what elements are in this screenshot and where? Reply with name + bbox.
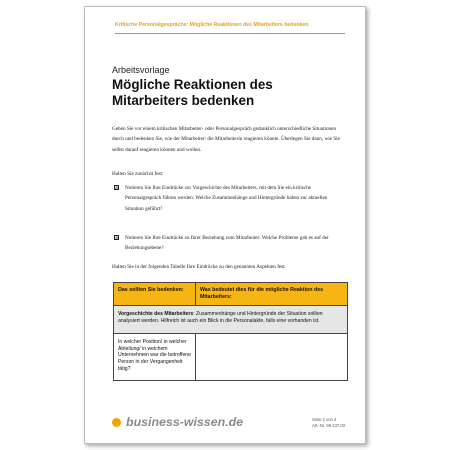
checkbox-checked-icon[interactable]: ☒ [115,235,120,240]
intro-paragraph: Gehen Sie vor einem kritischen Mitarbeiter- oder Personalgespräch gedanklich unterschiedliche Situationen durch und bedenken Sie, wie der Mitarbeiter/ die Mitarbeiterin reagieren könnte. Überlegen Sie dann, wie Sie selbst darauf reagieren können und wollen. [112,126,340,153]
document-type-label: Arbeitsvorlage [112,65,170,75]
table-header-cell: Das sollten Sie bedenken: [114,283,196,305]
section-description: : Zusammenhänge und Hintergründe der Situation sollten analysiert werden. Hilfreich ist auch ein Blick in die Personalakte, falls eine vorhanden ist. [118,311,323,324]
brand-logo-dot-icon [112,418,121,427]
table-cell-question: In welcher Position/ in welcher Abteilung/ in welchem Unternehmen war die betroffene Person in der Vergangenheit tätig? [114,334,196,380]
running-header: Kritische Personalgespräche: Mögliche Reaktionen des Mitarbeiters bedenken [115,22,309,28]
section-label: Vorgeschichte des Mitarbeiters [118,311,194,317]
reflection-table [113,282,348,381]
table-section-row [114,306,347,334]
document-title: Mögliche Reaktionen des Mitarbeiters bedenken [112,77,273,108]
article-number: Art.-Nr. 99.137.03 [311,423,345,429]
table-header-row [114,283,347,306]
header-divider [115,33,345,34]
document-page [84,6,366,444]
footer-meta [312,417,345,430]
brand-logo: business-wissen.de [126,415,244,429]
table-row [114,334,347,380]
checkbox-checked-icon[interactable]: ☒ [115,185,120,190]
page-number: Seite 1 von 4 [311,417,337,422]
table-instruction: Halten Sie in der folgenden Tabelle Ihre Eindrücke zu den genannten Aspekten fest. [112,264,286,270]
checklist-item-text: Notieren Sie Ihre Eindrücke zu Ihrer Beziehung zum Mitarbeiter: Welche Probleme gab es auf der Beziehungsebene? [125,235,329,252]
checklist-item-text: Notieren Sie Ihre Eindrücke zur Vorgeschichte des Mitarbeiters, mit dem Sie ein kritische Personalgespräch führen werden: Welche Zusammenhänge und Hintergründe haben zur aktuellen Situation geführt? [125,185,328,212]
table-cell-answer[interactable] [196,334,347,380]
instruction-text: Halten Sie zunächst fest: [112,171,164,177]
table-header-cell: Was bedeutet dies für die mögliche Reaktion des Mitarbeiters: [200,287,324,300]
